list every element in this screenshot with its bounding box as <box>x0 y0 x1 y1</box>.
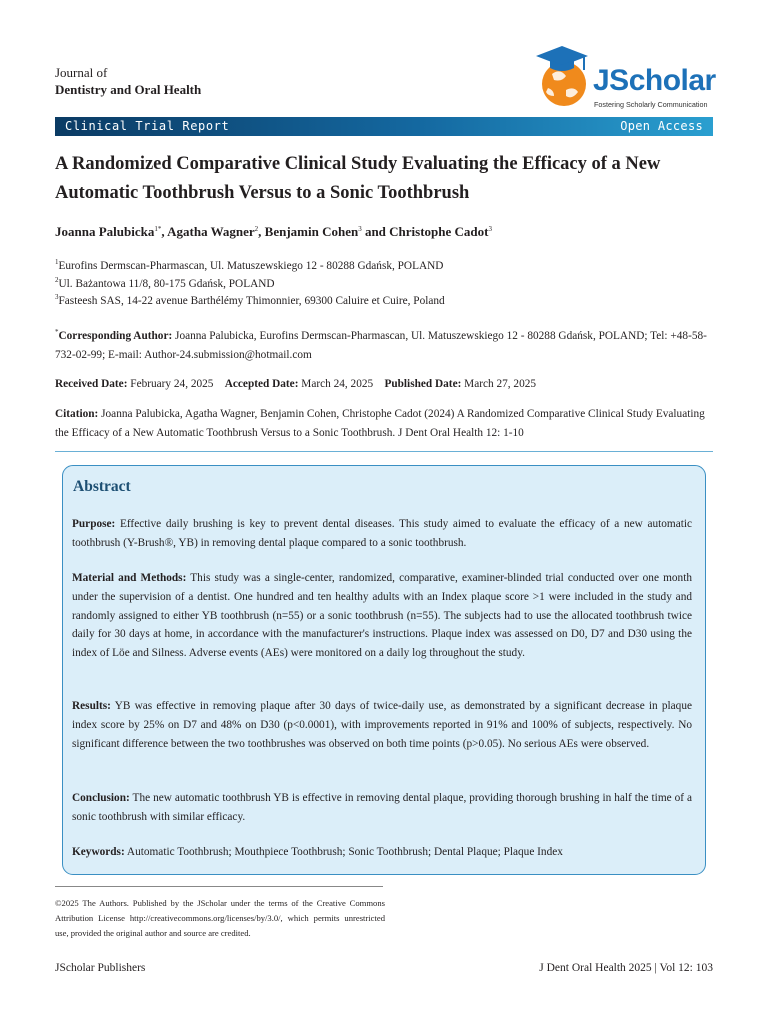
methods-text: This study was a single-center, randomized, comparative, examiner-blinded trial conducted over one month under the supervision of a dentist. One hundred and ten healthy adults with an Index plaque score >1 were included in the study and randomly assigned to either YB toothbrush (n=55) or a sonic toothbrush (n=55). The subjects had to use the allocated toothbrush twice daily for 30 days at home, in accordance with the manufacturer's instructions. Plaque index was assessed on D0, D7 and D30 using the index of Löe and Silness. Adverse events (AEs) were monitored on a daily log throughout the study. <box>72 572 692 660</box>
affiliation-text: Eurofins Dermscan-Pharmascan, Ul. Matuszewskiego 12 - 80288 Gdańsk, POLAND <box>58 260 444 272</box>
received-date: February 24, 2025 <box>130 378 214 390</box>
citation-label: Citation: <box>55 408 99 420</box>
corresponding-mark: * <box>55 328 59 336</box>
journal-name-line1: Journal of <box>55 65 108 80</box>
conclusion-text: The new automatic toothbrush YB is effective in removing dental plaque, providing thorough brushing in half the time of a sonic toothbrush with similar efficacy. <box>72 792 692 823</box>
received-label: Received Date: <box>55 378 128 390</box>
accepted-label: Accepted Date: <box>224 378 299 390</box>
abstract-conclusion <box>72 789 692 827</box>
affiliation-number: 3 <box>55 293 59 301</box>
abstract-purpose <box>72 515 692 553</box>
affiliation-2 <box>55 276 275 290</box>
purpose-label: Purpose: <box>72 518 116 530</box>
citation-text: Joanna Palubicka, Agatha Wagner, Benjamin Cohen, Christophe Cadot (2024) A Randomized Comparative Clinical Study Evaluating the Efficacy of a New Automatic Toothbrush Versus to a Sonic Toothbrush. J Dent Oral Health 12: 1-10 <box>55 408 705 439</box>
affiliation-number: 1 <box>55 258 59 266</box>
citation <box>55 405 715 442</box>
license-notice: ©2025 The Authors. Published by the JScholar under the terms of the Creative Commons Attribution License http://creativecommons.org/licenses/by/3.0/, which permits unrestricted use, provided the original author and source are credited. <box>55 898 385 938</box>
methods-label: Material and Methods: <box>72 572 187 584</box>
affiliation-text: Fasteesh SAS, 14-22 avenue Barthélémy Thimonnier, 69300 Caluire et Cuire, Poland <box>58 295 445 307</box>
author-name[interactable]: Christophe Cadot <box>389 224 489 239</box>
journal-name-line2: Dentistry and Oral Health <box>55 82 202 97</box>
open-access-label[interactable]: Open Access <box>620 119 703 133</box>
author-list <box>55 224 492 240</box>
author-separator: , <box>258 224 265 239</box>
article-title: A Randomized Comparative Clinical Study Evaluating the Efficacy of a New Automatic Toothbrush Versus to a Sonic Toothbrush <box>55 154 661 203</box>
author-affiliation-mark: 3 <box>358 225 362 233</box>
section-divider <box>55 451 713 452</box>
graduation-cap-globe-icon <box>536 44 598 110</box>
affiliation-3 <box>55 293 445 307</box>
logo-wordmark: JScholar <box>593 64 716 97</box>
accepted-date: March 24, 2025 <box>301 378 374 390</box>
author-affiliation-mark: 2 <box>254 225 259 233</box>
published-label: Published Date: <box>384 378 462 390</box>
results-text: YB was effective in removing plaque after 30 days of twice-daily use, as demonstrated by a significant decrease in plaque index score by 25% on D7 and 48% on D30 (p<0.0001), with improvements reported in 91% and 100% of subjects, respectively. No significant difference between the two toothbrushes was observed on both time points (p>0.05). No serious AEs were observed. <box>72 700 692 750</box>
abstract-heading: Abstract <box>73 478 131 495</box>
corresponding-author <box>55 323 715 364</box>
footer-publisher: JScholar Publishers <box>55 962 146 974</box>
author-separator: and <box>361 224 390 239</box>
author-affiliation-mark: 1* <box>154 225 162 233</box>
published-date: March 27, 2025 <box>464 378 537 390</box>
jscholar-logo[interactable] <box>536 42 716 114</box>
corresponding-label: Corresponding Author: <box>58 330 173 342</box>
abstract-methods <box>72 569 692 663</box>
article-type-label: Clinical Trial Report <box>65 119 230 133</box>
journal-name <box>55 64 201 98</box>
article-dates <box>55 375 715 394</box>
keywords-label: Keywords: <box>72 846 125 858</box>
author-name[interactable]: Benjamin Cohen <box>264 224 359 239</box>
author-name[interactable]: Agatha Wagner <box>167 224 255 239</box>
affiliation-1 <box>55 258 443 272</box>
author-separator: , <box>161 224 168 239</box>
author-affiliation-mark: 3 <box>488 225 492 233</box>
affiliation-number: 2 <box>55 276 59 284</box>
logo-tagline: Fostering Scholarly Communication <box>594 100 708 109</box>
abstract-results <box>72 697 692 753</box>
abstract-box <box>62 465 706 875</box>
abstract-keywords <box>72 843 692 862</box>
conclusion-label: Conclusion: <box>72 792 130 804</box>
footnote-divider <box>55 886 383 887</box>
purpose-text: Effective daily brushing is key to prevent dental diseases. This study aimed to evaluate the efficacy of a new automatic toothbrush (Y-Brush®, YB) in removing dental plaque compared to a sonic toothbrush. <box>72 518 692 549</box>
footer-journal-ref: J Dent Oral Health 2025 | Vol 12: 103 <box>539 962 713 974</box>
article-type-banner <box>55 117 713 136</box>
author-name[interactable]: Joanna Palubicka <box>55 224 155 239</box>
affiliation-text: Ul. Bażantowa 11/8, 80-175 Gdańsk, POLAND <box>58 278 275 290</box>
corresponding-text: Joanna Palubicka, Eurofins Dermscan-Pharmascan, Ul. Matuszewskiego 12 - 80288 Gdańsk, POLAND; Tel: +48-58-732-02-99; E-mail: Author-24.submission@hotmail.com <box>55 330 707 361</box>
results-label: Results: <box>72 700 111 712</box>
keywords-text: Automatic Toothbrush; Mouthpiece Toothbrush; Sonic Toothbrush; Dental Plaque; Plaque Index <box>124 846 563 858</box>
